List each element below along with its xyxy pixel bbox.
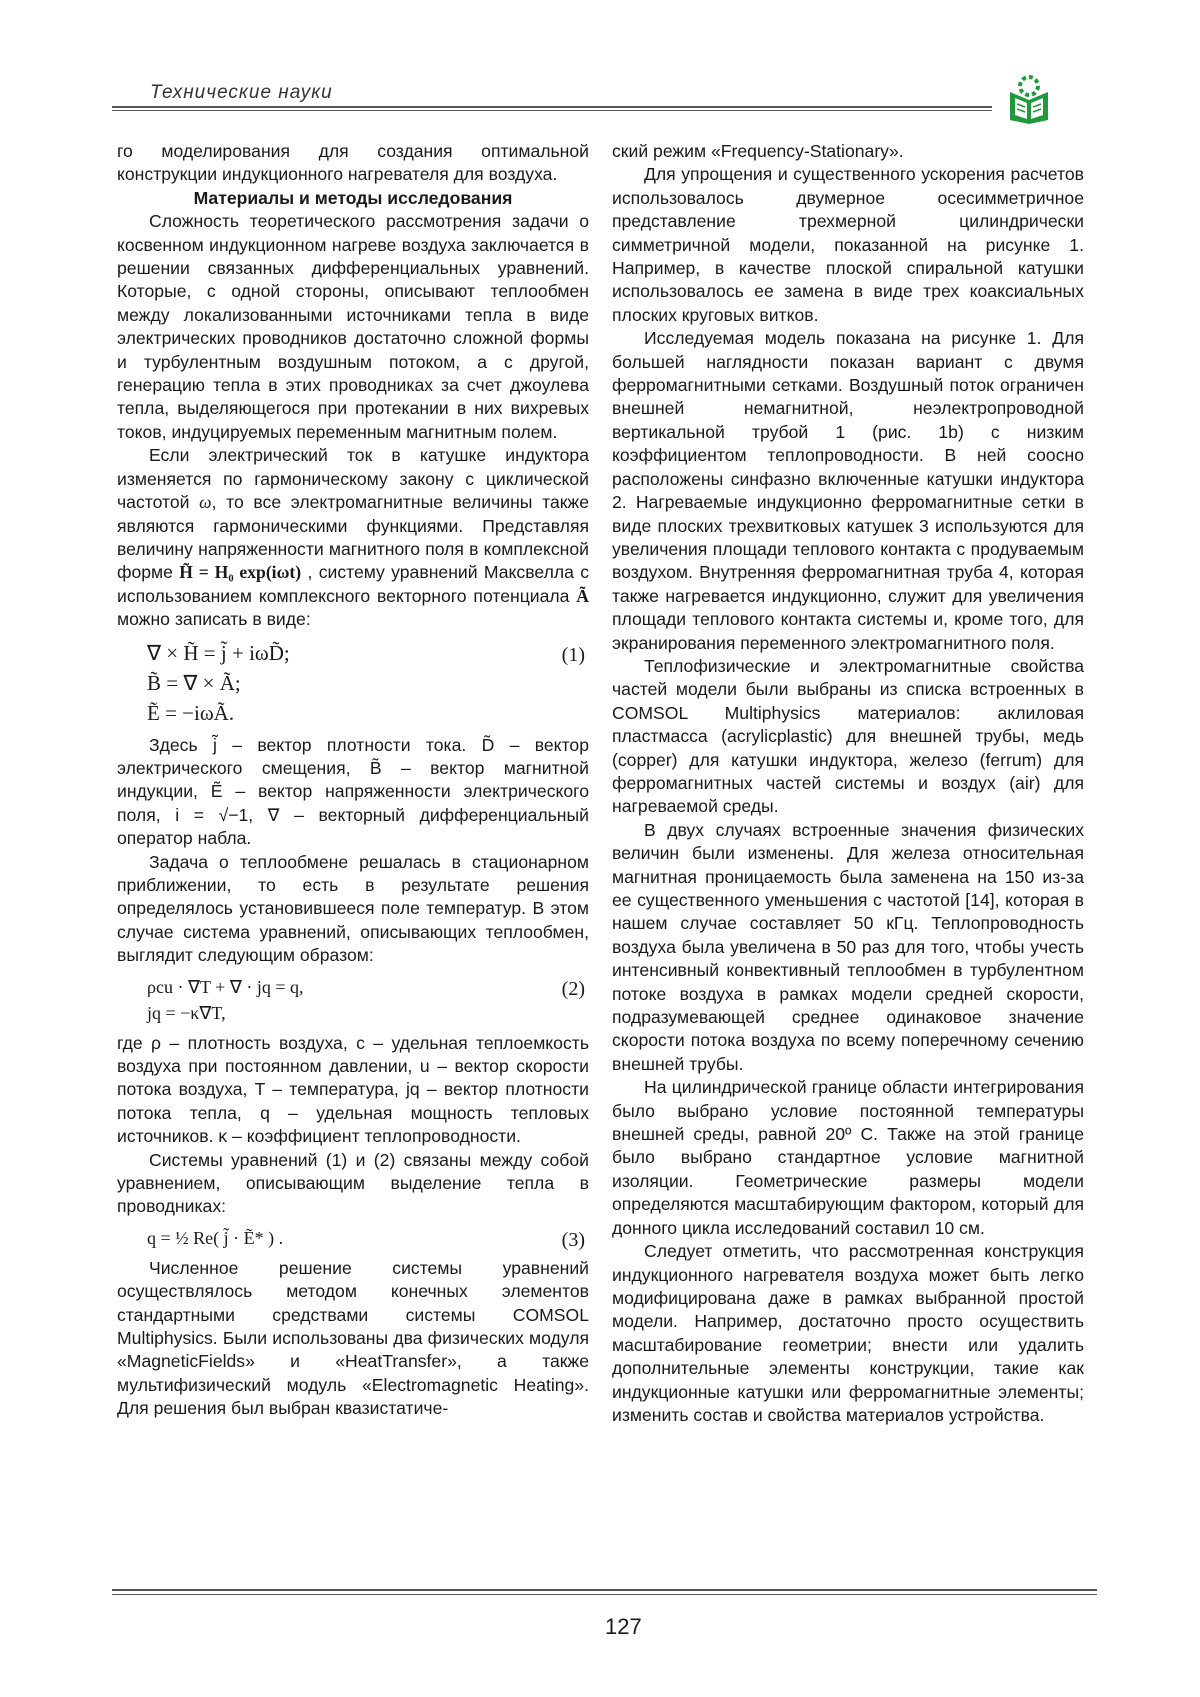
section-title: Технические науки — [150, 82, 333, 103]
right-column — [612, 140, 1084, 1427]
paragraph: где ρ – плотность воздуха, c – удельная теплоемкость воздуха при постоянном давлении, u – вектор скорости потока воздуха, T – температура, jq – вектор плотности потока тепла, q – удельная мощность тепловых источников. κ – коэффициент теплопроводности. — [117, 1032, 589, 1147]
section-heading: Материалы и методы исследования — [193, 187, 513, 208]
paragraph: В двух случаях встроенные значения физических величин были изменены. Для железа относительная магнитная проницаемость была заменена на 150 из-за ее существенного уменьшения с частотой [14], которая в нашем случае составляет 50 кГц. Теплопроводность воздуха была увеличена в 50 раз для того, чтобы учесть интенсивный конвективный теплообмен в турбулентном потоке воздуха в рамках модели средней скорости, подразумевающей среднее одинаковое значение скорости потока воздуха по всему поперечному сечению внешней трубы. — [612, 819, 1084, 1074]
paragraph: ский режим «Frequency-Stationary». — [612, 141, 904, 161]
paragraph: Сложность теоретического рассмотрения задачи о косвенном индукционном нагреве воздуха заключается в решении связанных дифференциальных уравнений. Которые, с одной стороны, описывают теплообмен между локализованными источниками тепла в виде электрических проводников достаточно сложной формы и турбулентным воздушным потоком, а с другой, генерацию тепла в этих проводниках за счет джоулева тепла, выделяющегося при протекании в них вихревых токов, индуцируемых переменным магнитным полем. — [117, 211, 589, 442]
paragraph: Теплофизические и электромагнитные свойства частей модели были выбраны из списка встроенных в COMSOL Multiphysics материалов: аклиловая пластмасса (acrylicplastic) для внешней трубы, медь (copper) для катушки индуктора, железо (ferrum) для ферромагнитных частей системы и воздух (air) для нагреваемой среды. — [612, 655, 1084, 817]
page-number: 127 — [605, 1614, 642, 1639]
paragraph: На цилиндрической границе области интегрирования было выбрано условие постоянной температуры внешней среды, равной 20º С. Также на этой границе было выбрано стандартное условие магнитной изоляции. Геометрические размеры модели определяются масштабирующим фактором, который для донного цикла исследований составил 10 см. — [612, 1077, 1084, 1238]
paragraph: Численное решение системы уравнений осуществлялось методом конечных элементов стандартными средствами системы COMSOL Multiphysics. Были использованы два физических модуля «MagneticFields» и «HeatTransfer», а также мультифизический модуль «Electromagnetic Heating». Для решения был выбран квазистатиче- — [117, 1257, 589, 1419]
paragraph: го моделирования для создания оптимальной конструкции индукционного нагревателя для воздуха. — [117, 141, 589, 185]
equation-number: (1) — [561, 643, 585, 666]
book-gear-logo-icon — [1006, 74, 1052, 124]
paragraph: Задача о теплообмене решалась в стационарном приближении, то есть в результате решения определялось установившееся поле температур. В этом случае система уравнений, описывающих теплообмен, выглядит следующим образом: — [117, 851, 589, 966]
equation-3: q = ½ Re( j̃ · Ẽ* ) . (3) — [147, 1227, 585, 1251]
paragraph: Исследуемая модель показана на рисунке 1. Для большей наглядности показан вариант с двумя ферромагнитными сетками. Воздушный поток ограничен внешней немагнитной, неэлектропроводной вертикальной трубой 1 (рис. 1b) с низким коэффициентом теплопроводности. В ней соосно расположены синфазно включенные катушки индуктора 2. Нагреваемые индукционно ферромагнитные сетки в виде плоских трехвитковых катушек 3 используются для увеличения площади теплового контакта с продуваемым воздухом. Внутренняя ферромагнитная труба 4, которая также нагревается индукционно, служит для увеличения площади теплового контакта системы и, кроме того, для экранирования переменного электромагнитного поля. — [612, 328, 1084, 653]
footer-rule — [112, 1589, 1097, 1591]
paragraph: Системы уравнений (1) и (2) связаны между собой уравнением, описывающим выделение тепла в проводниках: — [117, 1149, 589, 1217]
equation-2: ρcu · ∇T + ∇ · jq = q, jq = −κ∇T, (2) — [147, 976, 585, 1023]
left-column — [117, 140, 589, 1421]
equation-number: (3) — [561, 1228, 585, 1251]
footer-rule-thin — [112, 1594, 1097, 1595]
equation-number: (2) — [561, 977, 585, 1000]
paragraph: Здесь j̃ – вектор плотности тока. D̃ – вектор электрического смещения, B̃ – вектор магнитной индукции, Ẽ – вектор напряженности электрического поля, i = √−1, ∇ – векторный дифференциальный оператор набла. — [117, 734, 589, 849]
header-rule — [112, 106, 992, 108]
paragraph: Если электрический ток в катушке индуктора изменяется по гармоническому закону с циклической частотой ω, то все электромагнитные величины также являются гармоническими функциями. Представляя величину напряженности магнитного поля в комплексной форме H̃ = H₀ exp(iωt) , систему уравнений Максвелла с использованием комплексного векторного потенциала Ã можно записать в виде: — [117, 445, 590, 630]
equation-1: ∇ × H̃ = j̃ + iωD̃; B̃ = ∇ × Ã; Ẽ = −iωÃ. (1) — [147, 640, 585, 725]
paragraph: Для упрощения и существенного ускорения расчетов использовалось двумерное осесимметричное представление трехмерной цилиндрически симметричной модели, показанной на рисунке 1. Например, в качестве плоской спиральной катушки использовалось ее замена в виде трех коаксиальных плоских круговых витков. — [612, 164, 1084, 325]
header-rule-thin — [112, 110, 992, 111]
running-header — [112, 70, 1052, 120]
paragraph: Следует отметить, что рассмотренная конструкция индукционного нагревателя воздуха может быть легко модифицирована даже в рамках выбранной простой модели. Например, достаточно просто осуществить масштабирование геометрии; внести или удалить дополнительные элементы конструкции, такие как индукционные катушки или ферромагнитные элементы; изменить состав и свойства материалов устройства. — [612, 1241, 1084, 1425]
